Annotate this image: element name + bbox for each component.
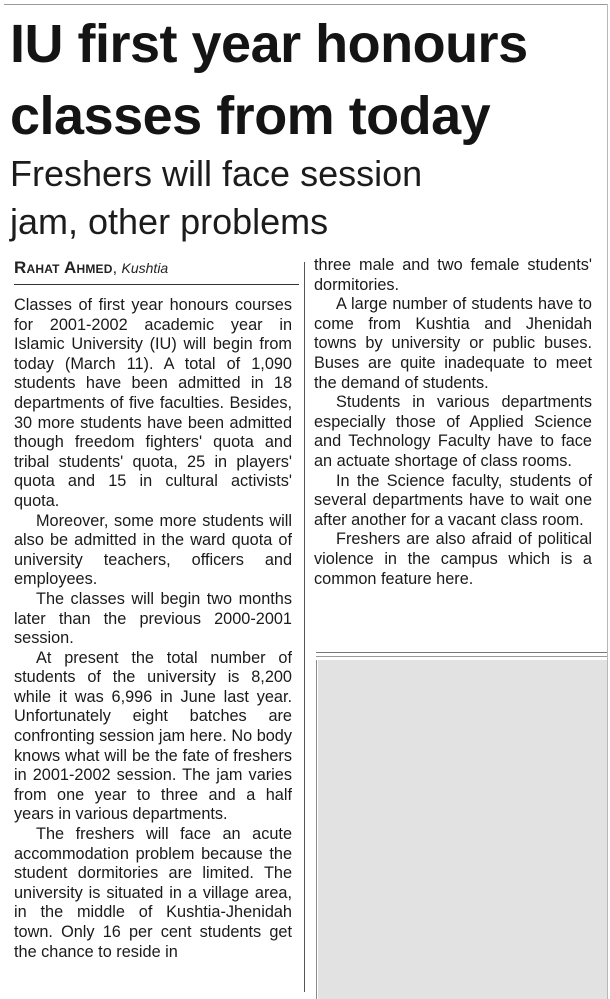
divider-rule — [316, 656, 607, 657]
adjacent-article-area — [318, 660, 607, 999]
divider-rule — [316, 652, 607, 653]
paragraph: A large number of students have to come from Kushtia and Jhenidah towns by university or public buses. Buses are quite inadequate to meet the demand of students. — [314, 295, 592, 392]
paragraph: Moreover, some more students will also be admitted in the ward quota of university teachers, officers and employees. — [14, 511, 292, 589]
article-column-left — [14, 296, 292, 996]
paragraph: At present the total number of students of the university is 8,200 while it was 6,996 in June last year. Unfortunately eight batches are confronting session jam here. No body knows what will be the fate of freshers in 2001-2002 session. The jam varies from one year to three and a half years in various departments. — [14, 648, 292, 824]
headline-line-1: IU first year honours — [10, 14, 528, 74]
box-border — [316, 660, 317, 999]
headline — [10, 8, 600, 152]
subheadline-line-2: jam, other problems — [10, 201, 329, 242]
headline-line-2: classes from today — [10, 86, 491, 146]
top-border — [4, 4, 607, 5]
subheadline-line-1: Freshers will face session — [10, 153, 423, 194]
paragraph: In the Science faculty, students of several departments have to wait one after another for a vacant class room. — [314, 471, 592, 529]
paragraph: Freshers are also afraid of political violence in the campus which is a common feature here. — [314, 530, 592, 588]
paragraph: three male and two female students' dormitories. — [314, 256, 592, 294]
paragraph: Classes of first year honours courses for 2001-2002 academic year in Islamic University (IU) will begin from today (March 11). A total of 1,090 students have been admitted in 18 departments of five faculties. Besides, 30 more students have been admitted though freedom fighters' quota and tribal students' quota, 25 in players' quota and 15 in cultural activists' quota. — [14, 296, 292, 510]
byline-location: Kushtia — [121, 260, 169, 276]
byline: Rahat Ahmed, Kushtia — [14, 256, 299, 285]
article-column-right — [314, 256, 592, 636]
paragraph: The classes will begin two months later than the previous 2000-2001 session. — [14, 589, 292, 648]
paragraph: Students in various departments especially those of Applied Science and Technology Faculty have to face an actuate shortage of class rooms. — [314, 393, 592, 470]
right-border — [607, 4, 608, 999]
paragraph: The freshers will face an acute accommodation problem because the student dormitories are limited. The university is situated in a village area, in the middle of Kushtia-Jhenidah town. Only 16 per cent students get the chance to reside in — [14, 825, 292, 961]
column-divider — [304, 262, 305, 992]
byline-author: Rahat Ahmed — [14, 258, 113, 277]
subheadline — [10, 150, 600, 246]
